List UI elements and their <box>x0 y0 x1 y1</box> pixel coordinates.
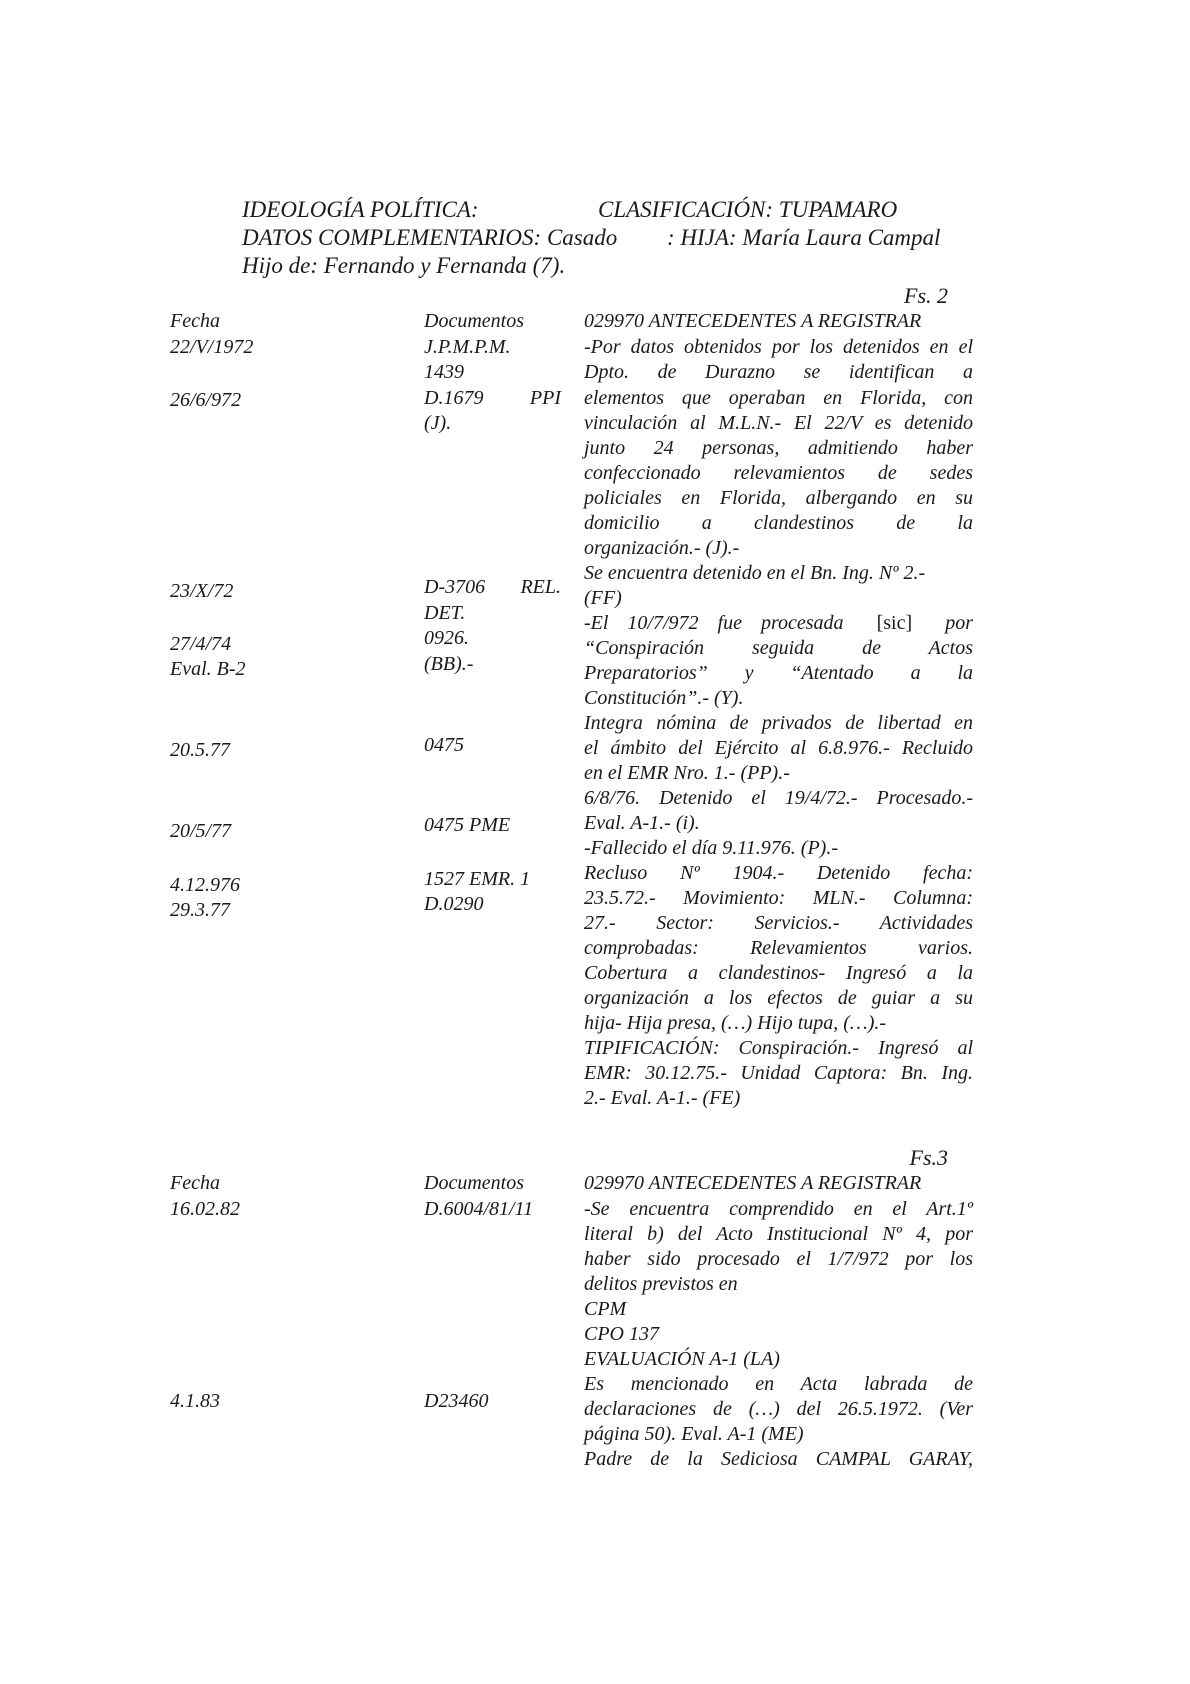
antecedente-line: Recluso Nº 1904.- Detenido fecha: <box>584 862 973 884</box>
documento-row <box>424 575 561 601</box>
antecedente-line: Preparatorios” y “Atentado a la <box>584 662 973 684</box>
antecedente-line: 6/8/76. Detenido el 19/4/72.- Procesado.- <box>584 787 973 809</box>
antecedente-line: 27.- Sector: Servicios.- Actividades <box>584 912 973 934</box>
antecedente-fragment: por <box>945 612 973 634</box>
antecedente-line: CPM <box>584 1298 627 1320</box>
documento-row <box>424 386 561 412</box>
fecha-entry: 4.1.83 <box>170 1390 220 1412</box>
documento-entry: D.1679 <box>424 387 484 409</box>
documento-entry: (BB).- <box>424 653 474 675</box>
col-fecha-header: Fecha <box>170 310 220 332</box>
fecha-entry: 26/6/972 <box>170 389 242 411</box>
documento-entry: DET. <box>424 602 466 624</box>
antecedente-line <box>584 611 973 637</box>
antecedente-line: haber sido procesado el 1/7/972 por los <box>584 1248 973 1270</box>
antecedente-line: Cobertura a clandestinos- Ingresó a la <box>584 962 973 984</box>
antecedente-line: -Se encuentra comprendido en el Art.1º <box>584 1198 973 1220</box>
antecedente-line: TIPIFICACIÓN: Conspiración.- Ingresó al <box>584 1037 973 1059</box>
fecha-entry: Eval. B-2 <box>170 658 246 680</box>
fecha-entry: 27/4/74 <box>170 633 232 655</box>
antecedente-line: CPO 137 <box>584 1323 659 1345</box>
fecha-entry: 20.5.77 <box>170 739 230 761</box>
antecedente-line: Dpto. de Durazno se identifican a <box>584 361 973 383</box>
antecedente-line: -Por datos obtenidos por los detenidos en el <box>584 336 973 358</box>
fecha-entry: 23/X/72 <box>170 580 234 602</box>
clasificacion-label: CLASIFICACIÓN: TUPAMARO <box>598 197 898 222</box>
antecedente-line: Padre de la Sediciosa CAMPAL GARAY, <box>584 1448 973 1470</box>
fecha-entry: 29.3.77 <box>170 899 230 921</box>
ideologia-label: IDEOLOGÍA POLÍTICA: <box>242 197 479 222</box>
antecedente-line: Eval. A-1.- (i). <box>584 812 700 834</box>
antecedente-line: policiales en Florida, albergando en su <box>584 487 973 509</box>
sic-note: [sic] <box>876 612 913 634</box>
antecedente-line: Constitución”.- (Y). <box>584 687 744 709</box>
antecedente-line: Es mencionado en Acta labrada de <box>584 1373 973 1395</box>
documento-entry: D.0290 <box>424 893 484 915</box>
fecha-entry: 20/5/77 <box>170 820 232 842</box>
documento-entry: 0475 PME <box>424 814 511 836</box>
antecedente-line: 2.- Eval. A-1.- (FE) <box>584 1087 741 1109</box>
antecedente-fragment: -El 10/7/972 fue procesada <box>584 612 844 634</box>
documento-entry: PPI <box>529 387 561 409</box>
antecedente-line: organización.- (J).- <box>584 537 740 559</box>
antecedente-line: página 50). Eval. A-1 (ME) <box>584 1423 804 1445</box>
antecedente-line: literal b) del Acto Institucional Nº 4, por <box>584 1223 973 1245</box>
antecedente-line: comprobadas: Relevamientos varios. <box>584 937 973 959</box>
antecedente-line: Se encuentra detenido en el Bn. Ing. Nº 2.- <box>584 562 926 584</box>
antecedente-line: hija- Hija presa, (…) Hijo tupa, (…).- <box>584 1012 887 1034</box>
documento-entry: (J). <box>424 412 452 434</box>
documento-entry: D.6004/81/11 <box>424 1198 534 1220</box>
hija-label: : HIJA: María Laura Campal <box>667 225 941 250</box>
folio-fs2: Fs. 2 <box>904 283 948 308</box>
col-antecedentes-header: 029970 ANTECEDENTES A REGISTRAR <box>584 310 922 332</box>
documento-entry: 1527 EMR. 1 <box>424 868 531 890</box>
antecedente-line: organización a los efectos de guiar a su <box>584 987 973 1009</box>
datos-complementarios: DATOS COMPLEMENTARIOS: Casado <box>242 225 618 250</box>
antecedente-line: junto 24 personas, admitiendo haber <box>584 437 973 459</box>
antecedente-line: declaraciones de (…) del 26.5.1972. (Ver <box>584 1398 973 1420</box>
antecedente-line: 23.5.72.- Movimiento: MLN.- Columna: <box>584 887 973 909</box>
folio-fs3: Fs.3 <box>909 1145 948 1170</box>
antecedente-line: -Fallecido el día 9.11.976. (P).- <box>584 837 839 859</box>
antecedente-line: elementos que operaban en Florida, con <box>584 387 973 409</box>
antecedente-line: EMR: 30.12.75.- Unidad Captora: Bn. Ing. <box>584 1062 973 1084</box>
documento-entry: 0926. <box>424 627 469 649</box>
col-fecha-header: Fecha <box>170 1172 220 1194</box>
documento-entry: J.P.M.P.M. <box>424 336 511 358</box>
antecedente-line: (FF) <box>584 587 622 609</box>
documento-entry: 1439 <box>424 361 464 383</box>
antecedente-line: “Conspiración seguida de Actos <box>584 637 973 659</box>
antecedente-line: vinculación al M.L.N.- El 22/V es detenido <box>584 412 973 434</box>
antecedente-line: domicilio a clandestinos de la <box>584 512 973 534</box>
col-documentos-header: Documentos <box>424 1172 524 1194</box>
fecha-entry: 4.12.976 <box>170 874 240 896</box>
documento-entry: 0475 <box>424 734 464 756</box>
documento-entry: REL. <box>520 576 561 598</box>
antecedente-line: en el EMR Nro. 1.- (PP).- <box>584 762 790 784</box>
fecha-entry: 16.02.82 <box>170 1198 240 1220</box>
antecedente-line: el ámbito del Ejército al 6.8.976.- Recluido <box>584 737 973 759</box>
fecha-entry: 22/V/1972 <box>170 336 254 358</box>
col-antecedentes-header: 029970 ANTECEDENTES A REGISTRAR <box>584 1172 922 1194</box>
antecedente-line: EVALUACIÓN A-1 (LA) <box>584 1348 780 1370</box>
antecedente-line: Integra nómina de privados de libertad en <box>584 712 973 734</box>
documento-entry: D23460 <box>424 1390 489 1412</box>
col-documentos-header: Documentos <box>424 310 524 332</box>
antecedente-line: delitos previstos en <box>584 1273 738 1295</box>
documento-entry: D-3706 <box>424 576 486 598</box>
hijo-de: Hijo de: Fernando y Fernanda (7). <box>242 253 566 278</box>
antecedente-line: confeccionado relevamientos de sedes <box>584 462 973 484</box>
